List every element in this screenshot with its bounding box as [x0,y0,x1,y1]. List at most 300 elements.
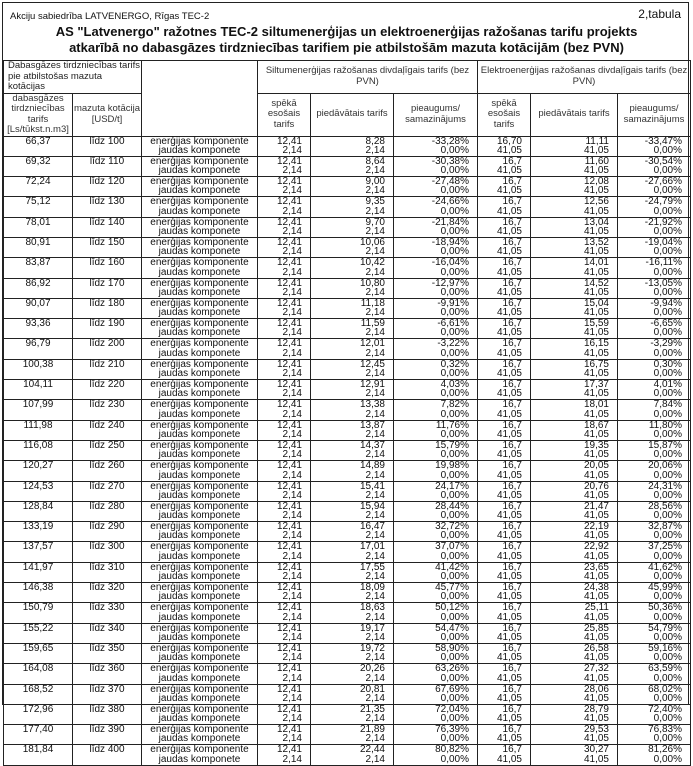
elec-current-cell: 16,7 41,05 [478,623,531,643]
gas-tariff-cell: 80,91 [4,237,73,257]
heat-current-cell: 12,41 2,14 [258,359,311,379]
elec-change-cell: 32,87% 0,00% [618,522,691,542]
elec-proposed-cell: 18,67 41,05 [531,420,618,440]
heat-change-cell: 19,98% 0,00% [394,461,478,481]
fuel-quote-cell: līdz 210 [73,359,142,379]
heat-current-cell: 12,41 2,14 [258,319,311,339]
elec-change-cell: 45,99% 0,00% [618,583,691,603]
heat-current-cell: 12,41 2,14 [258,461,311,481]
elec-current-cell: 16,7 41,05 [478,664,531,684]
elec-proposed-cell: 12,56 41,05 [531,197,618,217]
fuel-quote-cell: līdz 180 [73,298,142,318]
component-cell: enerģijas komponente jaudas komponete [142,156,258,176]
fuel-quote-cell: līdz 290 [73,522,142,542]
elec-proposed-cell: 29,53 41,05 [531,725,618,745]
component-cell: enerģijas komponente jaudas komponete [142,603,258,623]
heat-change-cell: 24,17% 0,00% [394,481,478,501]
elec-current-cell: 16,7 41,05 [478,684,531,704]
heat-change-cell: 54,47% 0,00% [394,623,478,643]
heat-change-cell: 15,79% 0,00% [394,440,478,460]
heat-change-cell: -27,48% 0,00% [394,177,478,197]
fuel-quote-cell: līdz 130 [73,197,142,217]
elec-current-cell: 16,7 41,05 [478,725,531,745]
table-row [4,420,691,440]
table-row [4,298,691,318]
heat-proposed-cell: 9,35 2,14 [311,197,394,217]
elec-change-cell: 7,84% 0,00% [618,400,691,420]
gas-group-header: Dabasgāzes tirdzniecības tarifs pie atbilstošas mazuta kotācijas [4,61,142,94]
table-row [4,583,691,603]
elec-proposed-cell: 14,52 41,05 [531,278,618,298]
gas-tariff-cell: 177,40 [4,725,73,745]
heat-current-cell: 12,41 2,14 [258,237,311,257]
heat-current-cell: 12,41 2,14 [258,623,311,643]
elec-proposed-header: piedāvātais tarifs [531,93,618,136]
elec-current-cell: 16,7 41,05 [478,745,531,765]
heat-group-header: Siltumenerģijas ražošanas divdaļīgais tarifs (bez PVN) [258,61,478,94]
gas-tariff-cell: 159,65 [4,643,73,663]
tariff-table [3,60,691,766]
table-row [4,278,691,298]
component-cell: enerģijas komponente jaudas komponete [142,258,258,278]
component-cell: enerģijas komponente jaudas komponete [142,359,258,379]
fuel-quote-cell: līdz 100 [73,136,142,156]
heat-current-cell: 12,41 2,14 [258,440,311,460]
elec-proposed-cell: 26,58 41,05 [531,643,618,663]
component-cell: enerģijas komponente jaudas komponete [142,704,258,724]
heat-current-header: spēkā esošais tarifs [258,93,311,136]
table-row [4,704,691,724]
gas-tariff-cell: 93,36 [4,319,73,339]
elec-change-cell: 24,31% 0,00% [618,481,691,501]
elec-proposed-cell: 23,65 41,05 [531,562,618,582]
heat-change-cell: 41,42% 0,00% [394,562,478,582]
elec-change-header: pieaugums/ samazinājums [618,93,691,136]
heat-change-cell: 37,07% 0,00% [394,542,478,562]
heat-change-cell: 32,72% 0,00% [394,522,478,542]
elec-proposed-cell: 12,08 41,05 [531,177,618,197]
heat-proposed-cell: 21,35 2,14 [311,704,394,724]
heat-change-cell: 58,90% 0,00% [394,643,478,663]
elec-change-cell: 81,26% 0,00% [618,745,691,765]
elec-proposed-cell: 25,11 41,05 [531,603,618,623]
elec-group-header: Elektroenerģijas ražošanas divdaļīgais tarifs (bez PVN) [478,61,691,94]
gas-tariff-cell: 172,96 [4,704,73,724]
heat-proposed-cell: 11,59 2,14 [311,319,394,339]
gas-tariff-cell: 141,97 [4,562,73,582]
heat-proposed-cell: 19,17 2,14 [311,623,394,643]
component-cell: enerģijas komponente jaudas komponete [142,440,258,460]
fuel-quote-cell: līdz 120 [73,177,142,197]
heat-change-cell: 76,39% 0,00% [394,725,478,745]
elec-proposed-cell: 14,01 41,05 [531,258,618,278]
heat-change-cell: -33,28% 0,00% [394,136,478,156]
gas-tariff-cell: 90,07 [4,298,73,318]
fuel-quote-cell: līdz 360 [73,664,142,684]
heat-change-header: pieaugums/ samazinājums [394,93,478,136]
elec-change-cell: 37,25% 0,00% [618,542,691,562]
heat-change-cell: 80,82% 0,00% [394,745,478,765]
heat-current-cell: 12,41 2,14 [258,380,311,400]
fuel-quote-cell: līdz 170 [73,278,142,298]
elec-change-cell: -9,94% 0,00% [618,298,691,318]
table-row [4,400,691,420]
table-row [4,603,691,623]
component-cell: enerģijas komponente jaudas komponete [142,664,258,684]
component-cell: enerģijas komponente jaudas komponete [142,136,258,156]
table-row [4,745,691,765]
component-cell: enerģijas komponente jaudas komponete [142,643,258,663]
component-cell: enerģijas komponente jaudas komponete [142,217,258,237]
heat-current-cell: 12,41 2,14 [258,298,311,318]
elec-current-cell: 16,7 41,05 [478,643,531,663]
fuel-quote-cell: līdz 350 [73,643,142,663]
table-row [4,339,691,359]
gas-tariff-cell: 164,08 [4,664,73,684]
elec-current-cell: 16,7 41,05 [478,440,531,460]
heat-current-cell: 12,41 2,14 [258,664,311,684]
table-row [4,197,691,217]
heat-proposed-cell: 14,89 2,14 [311,461,394,481]
fuel-quote-cell: līdz 370 [73,684,142,704]
elec-current-cell: 16,7 41,05 [478,501,531,521]
table-row [4,643,691,663]
gas-tariff-cell: 66,37 [4,136,73,156]
component-cell: enerģijas komponente jaudas komponete [142,623,258,643]
elec-change-cell: -27,66% 0,00% [618,177,691,197]
gas-tariff-cell: 124,53 [4,481,73,501]
elec-change-cell: -16,11% 0,00% [618,258,691,278]
heat-proposed-cell: 14,37 2,14 [311,440,394,460]
elec-current-cell: 16,7 41,05 [478,319,531,339]
component-cell: enerģijas komponente jaudas komponete [142,481,258,501]
heat-proposed-cell: 9,00 2,14 [311,177,394,197]
component-header [142,61,258,137]
elec-current-cell: 16,7 41,05 [478,197,531,217]
gas-tariff-cell: 69,32 [4,156,73,176]
heat-change-cell: 45,77% 0,00% [394,583,478,603]
fuel-quote-cell: līdz 380 [73,704,142,724]
fuel-quote-cell: līdz 200 [73,339,142,359]
heat-change-cell: 72,04% 0,00% [394,704,478,724]
elec-proposed-cell: 20,05 41,05 [531,461,618,481]
table-row [4,156,691,176]
elec-current-cell: 16,7 41,05 [478,542,531,562]
table-row [4,542,691,562]
heat-current-cell: 12,41 2,14 [258,704,311,724]
component-cell: enerģijas komponente jaudas komponete [142,583,258,603]
heat-current-cell: 12,41 2,14 [258,684,311,704]
fuel-quote-cell: līdz 320 [73,583,142,603]
heat-proposed-cell: 11,18 2,14 [311,298,394,318]
gas-tariff-cell: 104,11 [4,380,73,400]
heat-change-cell: 50,12% 0,00% [394,603,478,623]
fuel-quote-cell: līdz 390 [73,725,142,745]
heat-current-cell: 12,41 2,14 [258,278,311,298]
heat-proposed-cell: 15,94 2,14 [311,501,394,521]
gas-tariff-cell: 128,84 [4,501,73,521]
heat-change-cell: -30,38% 0,00% [394,156,478,176]
elec-current-cell: 16,7 41,05 [478,420,531,440]
gas-tariff-cell: 86,92 [4,278,73,298]
elec-change-cell: 0,30% 0,00% [618,359,691,379]
component-cell: enerģijas komponente jaudas komponete [142,380,258,400]
document-title [0,24,693,56]
heat-proposed-cell: 12,45 2,14 [311,359,394,379]
elec-proposed-cell: 15,59 41,05 [531,319,618,339]
gas-tariff-cell: 146,38 [4,583,73,603]
elec-change-cell: 50,36% 0,00% [618,603,691,623]
heat-proposed-cell: 18,09 2,14 [311,583,394,603]
heat-change-cell: -6,61% 0,00% [394,319,478,339]
heat-proposed-cell: 12,91 2,14 [311,380,394,400]
component-cell: enerģijas komponente jaudas komponete [142,339,258,359]
elec-change-cell: 68,02% 0,00% [618,684,691,704]
title-line-1: AS "Latvenergo" ražotnes TEC-2 siltumenerģijas un elektroenerģijas ražošanas tarifu projekts [55,24,638,39]
gas-tariff-cell: 155,22 [4,623,73,643]
elec-current-cell: 16,7 41,05 [478,278,531,298]
elec-proposed-cell: 27,32 41,05 [531,664,618,684]
gas-tariff-cell: 150,79 [4,603,73,623]
table-row [4,725,691,745]
heat-change-cell: 63,26% 0,00% [394,664,478,684]
table-row [4,177,691,197]
fuel-quote-cell: līdz 240 [73,420,142,440]
company-name: Akciju sabiedrība LATVENERGO, Rīgas TEC-2 [10,11,210,22]
elec-proposed-cell: 28,79 41,05 [531,704,618,724]
fuel-quote-cell: līdz 300 [73,542,142,562]
component-cell: enerģijas komponente jaudas komponete [142,298,258,318]
elec-change-cell: -3,29% 0,00% [618,339,691,359]
heat-proposed-cell: 10,80 2,14 [311,278,394,298]
elec-change-cell: -24,79% 0,00% [618,197,691,217]
elec-proposed-cell: 13,52 41,05 [531,237,618,257]
heat-current-cell: 12,41 2,14 [258,542,311,562]
heat-proposed-cell: 21,89 2,14 [311,725,394,745]
fuel-quote-cell: līdz 220 [73,380,142,400]
elec-proposed-cell: 22,92 41,05 [531,542,618,562]
elec-current-cell: 16,7 41,05 [478,380,531,400]
heat-current-cell: 12,41 2,14 [258,339,311,359]
heat-change-cell: 67,69% 0,00% [394,684,478,704]
elec-proposed-cell: 30,27 41,05 [531,745,618,765]
heat-proposed-cell: 19,72 2,14 [311,643,394,663]
elec-proposed-cell: 16,15 41,05 [531,339,618,359]
heat-current-cell: 12,41 2,14 [258,583,311,603]
table-row [4,359,691,379]
component-cell: enerģijas komponente jaudas komponete [142,197,258,217]
elec-current-cell: 16,7 41,05 [478,258,531,278]
heat-proposed-cell: 18,63 2,14 [311,603,394,623]
fuel-quote-cell: līdz 260 [73,461,142,481]
elec-proposed-cell: 15,04 41,05 [531,298,618,318]
heat-current-cell: 12,41 2,14 [258,400,311,420]
heat-proposed-cell: 17,55 2,14 [311,562,394,582]
heat-change-cell: -9,91% 0,00% [394,298,478,318]
elec-proposed-cell: 28,06 41,05 [531,684,618,704]
table-row [4,380,691,400]
elec-current-cell: 16,7 41,05 [478,217,531,237]
elec-current-cell: 16,7 41,05 [478,603,531,623]
elec-current-cell: 16,7 41,05 [478,359,531,379]
table-row [4,623,691,643]
gas-tariff-cell: 137,57 [4,542,73,562]
elec-current-cell: 16,7 41,05 [478,339,531,359]
elec-proposed-cell: 24,38 41,05 [531,583,618,603]
component-cell: enerģijas komponente jaudas komponete [142,420,258,440]
heat-current-cell: 12,41 2,14 [258,643,311,663]
elec-change-cell: 15,87% 0,00% [618,440,691,460]
component-cell: enerģijas komponente jaudas komponete [142,237,258,257]
elec-current-cell: 16,7 41,05 [478,583,531,603]
heat-current-cell: 12,41 2,14 [258,197,311,217]
table-row [4,217,691,237]
elec-change-cell: 63,59% 0,00% [618,664,691,684]
component-cell: enerģijas komponente jaudas komponete [142,562,258,582]
heat-proposed-header: piedāvātais tarifs [311,93,394,136]
heat-proposed-cell: 16,47 2,14 [311,522,394,542]
component-cell: enerģijas komponente jaudas komponete [142,501,258,521]
table-row [4,319,691,339]
heat-proposed-cell: 17,01 2,14 [311,542,394,562]
fuel-quote-cell: līdz 230 [73,400,142,420]
heat-current-cell: 12,41 2,14 [258,156,311,176]
fuel-quote-cell: līdz 280 [73,501,142,521]
table-row [4,136,691,156]
heat-current-cell: 12,41 2,14 [258,217,311,237]
fuel-quote-cell: līdz 110 [73,156,142,176]
fuel-quote-cell: līdz 190 [73,319,142,339]
fuel-quote-cell: līdz 270 [73,481,142,501]
heat-proposed-cell: 12,01 2,14 [311,339,394,359]
heat-current-cell: 12,41 2,14 [258,136,311,156]
heat-change-cell: -3,22% 0,00% [394,339,478,359]
elec-current-cell: 16,7 41,05 [478,177,531,197]
gas-tariff-cell: 120,27 [4,461,73,481]
component-cell: enerģijas komponente jaudas komponete [142,461,258,481]
gas-tariff-cell: 78,01 [4,217,73,237]
heat-current-cell: 12,41 2,14 [258,522,311,542]
gas-tariff-cell: 133,19 [4,522,73,542]
elec-current-cell: 16,70 41,05 [478,136,531,156]
elec-change-cell: 28,56% 0,00% [618,501,691,521]
elec-change-cell: 72,40% 0,00% [618,704,691,724]
component-cell: enerģijas komponente jaudas komponete [142,278,258,298]
heat-change-cell: -21,84% 0,00% [394,217,478,237]
fuel-quote-cell: līdz 330 [73,603,142,623]
elec-proposed-cell: 17,37 41,05 [531,380,618,400]
table-row [4,684,691,704]
elec-current-cell: 16,7 41,05 [478,237,531,257]
heat-proposed-cell: 13,38 2,14 [311,400,394,420]
gas-tariff-cell: 168,52 [4,684,73,704]
gas-tariff-cell: 96,79 [4,339,73,359]
heat-change-cell: 4,03% 0,00% [394,380,478,400]
fuel-quote-cell: līdz 400 [73,745,142,765]
heat-proposed-cell: 22,44 2,14 [311,745,394,765]
table-row [4,481,691,501]
heat-change-cell: 0,32% 0,00% [394,359,478,379]
elec-current-cell: 16,7 41,05 [478,156,531,176]
elec-proposed-cell: 11,60 41,05 [531,156,618,176]
gas-tariff-cell: 100,38 [4,359,73,379]
elec-change-cell: 11,80% 0,00% [618,420,691,440]
heat-change-cell: 7,82% 0,00% [394,400,478,420]
fuel-quote-cell: līdz 340 [73,623,142,643]
elec-change-cell: -13,05% 0,00% [618,278,691,298]
heat-proposed-cell: 20,26 2,14 [311,664,394,684]
heat-change-cell: -18,94% 0,00% [394,237,478,257]
elec-change-cell: 20,06% 0,00% [618,461,691,481]
heat-current-cell: 12,41 2,14 [258,501,311,521]
header-row-1 [4,61,691,94]
elec-proposed-cell: 18,01 41,05 [531,400,618,420]
heat-current-cell: 12,41 2,14 [258,725,311,745]
fuel-quote-cell: līdz 250 [73,440,142,460]
heat-proposed-cell: 9,70 2,14 [311,217,394,237]
heat-change-cell: -24,66% 0,00% [394,197,478,217]
elec-current-cell: 16,7 41,05 [478,400,531,420]
elec-change-cell: 76,83% 0,00% [618,725,691,745]
component-cell: enerģijas komponente jaudas komponete [142,745,258,765]
heat-change-cell: 28,44% 0,00% [394,501,478,521]
table-row [4,258,691,278]
heat-current-cell: 12,41 2,14 [258,745,311,765]
heat-proposed-cell: 10,06 2,14 [311,237,394,257]
component-cell: enerģijas komponente jaudas komponete [142,684,258,704]
component-cell: enerģijas komponente jaudas komponete [142,400,258,420]
elec-change-cell: -30,54% 0,00% [618,156,691,176]
title-line-2: atkarībā no dabasgāzes tirdzniecības tarifiem pie atbilstošām mazuta kotācijām (bez PVN) [69,40,624,55]
table-row [4,440,691,460]
elec-current-cell: 16,7 41,05 [478,562,531,582]
elec-current-header: spēkā esošais tarifs [478,93,531,136]
elec-change-cell: -33,47% 0,00% [618,136,691,156]
table-row [4,461,691,481]
gas-tariff-cell: 116,08 [4,440,73,460]
table-row [4,562,691,582]
elec-change-cell: -19,04% 0,00% [618,237,691,257]
elec-change-cell: 41,62% 0,00% [618,562,691,582]
elec-change-cell: -6,65% 0,00% [618,319,691,339]
heat-proposed-cell: 10,42 2,14 [311,258,394,278]
fuel-quote-cell: līdz 150 [73,237,142,257]
heat-change-cell: -12,97% 0,00% [394,278,478,298]
heat-current-cell: 12,41 2,14 [258,562,311,582]
elec-current-cell: 16,7 41,05 [478,522,531,542]
elec-current-cell: 16,7 41,05 [478,461,531,481]
component-cell: enerģijas komponente jaudas komponete [142,319,258,339]
gas-tariff-cell: 72,24 [4,177,73,197]
heat-proposed-cell: 8,64 2,14 [311,156,394,176]
table-number: 2,tabula [638,7,681,21]
component-cell: enerģijas komponente jaudas komponete [142,725,258,745]
heat-change-cell: 11,76% 0,00% [394,420,478,440]
elec-change-cell: -21,92% 0,00% [618,217,691,237]
heat-current-cell: 12,41 2,14 [258,258,311,278]
heat-proposed-cell: 8,28 2,14 [311,136,394,156]
elec-proposed-cell: 16,75 41,05 [531,359,618,379]
gas-tariff-cell: 75,12 [4,197,73,217]
elec-proposed-cell: 22,19 41,05 [531,522,618,542]
gas-tariff-cell: 181,84 [4,745,73,765]
elec-current-cell: 16,7 41,05 [478,704,531,724]
heat-current-cell: 12,41 2,14 [258,420,311,440]
heat-proposed-cell: 20,81 2,14 [311,684,394,704]
elec-proposed-cell: 11,11 41,05 [531,136,618,156]
elec-proposed-cell: 13,04 41,05 [531,217,618,237]
heat-change-cell: -16,04% 0,00% [394,258,478,278]
